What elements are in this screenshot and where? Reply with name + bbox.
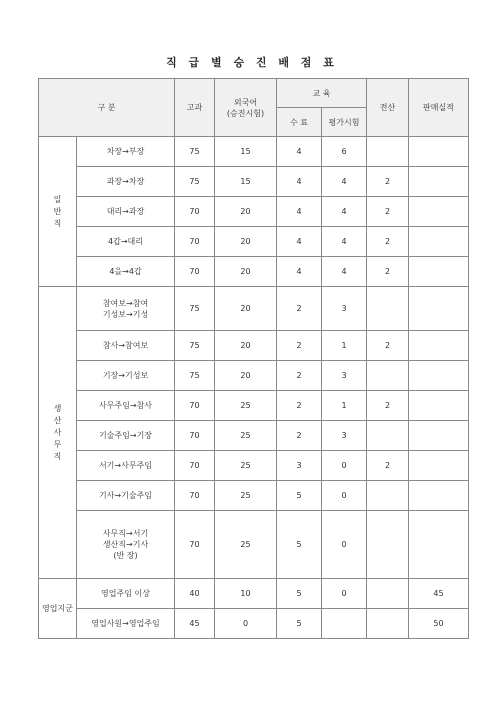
foreign-cell: 20 (215, 287, 277, 331)
foreign-cell: 25 (215, 421, 277, 451)
sales-cell (409, 167, 469, 197)
position-cell: 사무주임→참사 (77, 391, 175, 421)
computer-cell: 2 (367, 167, 409, 197)
computer-cell (367, 361, 409, 391)
completion-cell: 2 (277, 391, 322, 421)
position-cell: 영업주임 이상 (77, 579, 175, 609)
foreign-cell: 25 (215, 481, 277, 511)
computer-cell (367, 609, 409, 639)
grade-cell: 70 (175, 257, 215, 287)
table-row (39, 227, 469, 257)
sales-cell (409, 287, 469, 331)
completion-cell: 4 (277, 137, 322, 167)
evaluation-cell (322, 609, 367, 639)
evaluation-cell: 4 (322, 167, 367, 197)
computer-cell (367, 511, 409, 579)
completion-cell: 4 (277, 167, 322, 197)
position-cell: 기술주임→기장 (77, 421, 175, 451)
sales-cell (409, 361, 469, 391)
grade-cell: 70 (175, 227, 215, 257)
page-title: 직 급 별 승 진 배 점 표 (166, 56, 338, 69)
sales-cell (409, 137, 469, 167)
group-label-text: 영업지군 (42, 604, 73, 613)
position-cell: 4을→4갑 (77, 257, 175, 287)
header-evaluation: 평가시험 (322, 108, 367, 137)
promotion-score-table (38, 78, 469, 639)
evaluation-cell: 4 (322, 257, 367, 287)
completion-cell: 3 (277, 451, 322, 481)
foreign-cell: 25 (215, 391, 277, 421)
foreign-cell: 10 (215, 579, 277, 609)
position-cell: 참여보→참여 기성보→기성 (77, 287, 175, 331)
header-category: 구 분 (39, 79, 175, 137)
computer-cell: 2 (367, 257, 409, 287)
table-row (39, 331, 469, 361)
completion-cell: 5 (277, 609, 322, 639)
computer-cell (367, 421, 409, 451)
sales-cell (409, 197, 469, 227)
computer-cell (367, 287, 409, 331)
evaluation-cell: 0 (322, 511, 367, 579)
sales-cell (409, 391, 469, 421)
sales-cell (409, 451, 469, 481)
computer-cell (367, 481, 409, 511)
grade-cell: 75 (175, 167, 215, 197)
position-cell: 과장→차장 (77, 167, 175, 197)
position-cell: 영업사원→영업주임 (77, 609, 175, 639)
grade-cell: 70 (175, 451, 215, 481)
sales-cell (409, 331, 469, 361)
table-row (39, 579, 469, 609)
table-row (39, 511, 469, 579)
completion-cell: 4 (277, 257, 322, 287)
evaluation-cell: 6 (322, 137, 367, 167)
foreign-cell: 25 (215, 511, 277, 579)
completion-cell: 4 (277, 197, 322, 227)
table-row (39, 609, 469, 639)
grade-cell: 45 (175, 609, 215, 639)
group-label-text: 생산사무직 (53, 403, 62, 461)
position-cell: 서기→사무주임 (77, 451, 175, 481)
foreign-cell: 20 (215, 227, 277, 257)
group-label-text: 일반직 (53, 194, 62, 228)
computer-cell: 2 (367, 197, 409, 227)
grade-cell: 70 (175, 391, 215, 421)
completion-cell: 2 (277, 361, 322, 391)
evaluation-cell: 1 (322, 391, 367, 421)
table-row (39, 481, 469, 511)
evaluation-cell: 4 (322, 227, 367, 257)
position-cell: 4갑→대리 (77, 227, 175, 257)
completion-cell: 5 (277, 511, 322, 579)
table-row (39, 421, 469, 451)
foreign-cell: 20 (215, 331, 277, 361)
grade-cell: 75 (175, 287, 215, 331)
evaluation-cell: 3 (322, 361, 367, 391)
foreign-cell: 20 (215, 197, 277, 227)
computer-cell (367, 137, 409, 167)
foreign-cell: 20 (215, 257, 277, 287)
completion-cell: 5 (277, 579, 322, 609)
evaluation-cell: 3 (322, 421, 367, 451)
completion-cell: 2 (277, 421, 322, 451)
table-row (39, 197, 469, 227)
group-label (39, 137, 77, 287)
evaluation-cell: 3 (322, 287, 367, 331)
group-label (39, 579, 77, 639)
foreign-cell: 25 (215, 451, 277, 481)
grade-cell: 75 (175, 361, 215, 391)
sales-cell: 50 (409, 609, 469, 639)
evaluation-cell: 1 (322, 331, 367, 361)
table-row (39, 167, 469, 197)
computer-cell (367, 579, 409, 609)
grade-cell: 75 (175, 331, 215, 361)
evaluation-cell: 0 (322, 451, 367, 481)
sales-cell (409, 227, 469, 257)
position-cell: 대리→과장 (77, 197, 175, 227)
grade-cell: 70 (175, 421, 215, 451)
computer-cell: 2 (367, 331, 409, 361)
grade-cell: 40 (175, 579, 215, 609)
grade-cell: 75 (175, 137, 215, 167)
sales-cell (409, 421, 469, 451)
evaluation-cell: 0 (322, 579, 367, 609)
grade-cell: 70 (175, 481, 215, 511)
sales-cell (409, 511, 469, 579)
header-foreign-language: 외국어 (승진시험) (215, 79, 277, 137)
computer-cell: 2 (367, 451, 409, 481)
header-completion: 수 료 (277, 108, 322, 137)
foreign-cell: 15 (215, 167, 277, 197)
header-grade: 고과 (175, 79, 215, 137)
completion-cell: 2 (277, 331, 322, 361)
sales-cell (409, 257, 469, 287)
table-row (39, 391, 469, 421)
sales-cell: 45 (409, 579, 469, 609)
completion-cell: 4 (277, 227, 322, 257)
position-cell: 사무직→서기 생산직→기사 (반 장) (77, 511, 175, 579)
position-cell: 기장→기성보 (77, 361, 175, 391)
computer-cell: 2 (367, 227, 409, 257)
sales-cell (409, 481, 469, 511)
evaluation-cell: 0 (322, 481, 367, 511)
table-row (39, 257, 469, 287)
table-row (39, 361, 469, 391)
computer-cell: 2 (367, 391, 409, 421)
header-education: 교 육 (277, 79, 367, 108)
position-cell: 기사→기술주임 (77, 481, 175, 511)
foreign-cell: 0 (215, 609, 277, 639)
evaluation-cell: 4 (322, 197, 367, 227)
table-row (39, 451, 469, 481)
table-row (39, 287, 469, 331)
header-computer: 전산 (367, 79, 409, 137)
completion-cell: 5 (277, 481, 322, 511)
completion-cell: 2 (277, 287, 322, 331)
foreign-cell: 15 (215, 137, 277, 167)
position-cell: 참사→참여보 (77, 331, 175, 361)
position-cell: 차장→부장 (77, 137, 175, 167)
foreign-cell: 20 (215, 361, 277, 391)
table-row (39, 137, 469, 167)
group-label (39, 287, 77, 579)
header-sales: 판매실적 (409, 79, 469, 137)
grade-cell: 70 (175, 511, 215, 579)
grade-cell: 70 (175, 197, 215, 227)
